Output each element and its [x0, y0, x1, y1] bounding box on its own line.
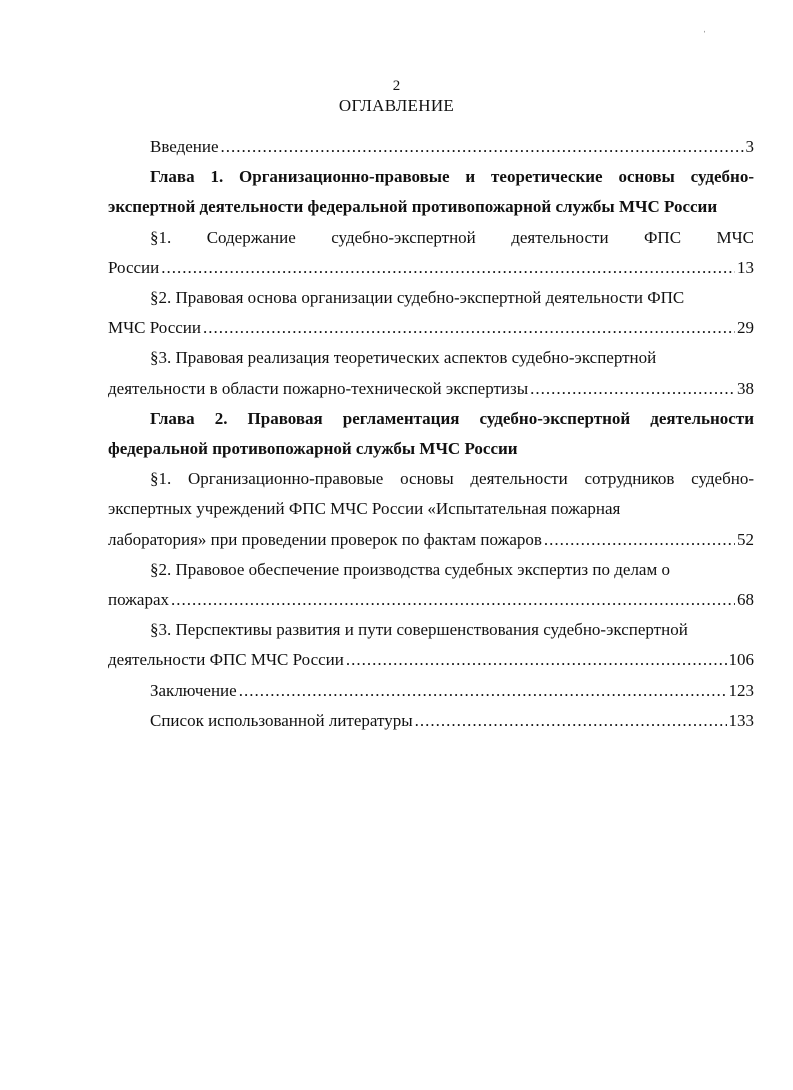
word: судебно-экспертной — [331, 227, 476, 247]
word: ФПС — [643, 227, 682, 247]
toc-entry-ch1-s3-line1: §3. Правовая реализация теоретических аспектов судебно-экспертной — [150, 348, 657, 368]
word: МЧС — [716, 227, 754, 247]
toc-entry-label: деятельности ФПС МЧС России — [108, 650, 344, 670]
toc-entry-page: 3 — [745, 137, 754, 156]
toc-entry-label: Список использованной литературы — [150, 710, 413, 730]
scan-speck: ˈ — [703, 30, 707, 41]
toc-entry-ch2-s2-line1: §2. Правовое обеспечение производства судебных экспертиз по делам о — [150, 559, 670, 579]
table-of-contents — [108, 132, 754, 736]
toc-title: ОГЛАВЛЕНИЕ — [338, 96, 455, 115]
chapter-1-title: Глава 1. Организационно-правовые и теоретические основы судебно-экспертной деятельности федеральной противопожарной службы МЧС России — [108, 167, 754, 217]
toc-entry-page: 123 — [728, 680, 754, 700]
toc-entry-label: пожарах — [108, 590, 170, 610]
toc-entry-ch2-s1-text: §1. Организационно-правовые основы деятельности сотрудников судебно-экспертных учреждений ФПС МЧС России «Испытательная пожарная — [108, 469, 754, 519]
toc-entry-label: МЧС России — [108, 318, 201, 338]
dot-leader — [203, 313, 735, 343]
dot-leader — [530, 374, 735, 404]
dot-leader — [239, 676, 727, 706]
toc-entry-ch2-s2-line2 — [108, 585, 754, 615]
toc-entry-ch1-s3-line2 — [108, 374, 754, 404]
toc-entry-ch2-s1-last — [108, 525, 754, 555]
toc-entry-label: Заключение — [150, 680, 237, 700]
word: деятельности — [511, 227, 609, 247]
toc-entry-intro — [108, 132, 754, 162]
toc-entry-page: 68 — [737, 590, 754, 610]
toc-entry-label: деятельности в области пожарно-технической экспертизы — [108, 378, 529, 398]
toc-entry-label: Введение — [150, 137, 219, 156]
toc-entry-label: лаборатория» при проведении проверок по фактам пожаров — [108, 529, 542, 549]
toc-entry-ch1-s1-line1 — [108, 223, 754, 253]
toc-entry-page: 38 — [737, 378, 754, 398]
toc-entry-page: 106 — [728, 650, 754, 670]
dot-leader — [415, 706, 727, 736]
dot-leader — [544, 525, 735, 555]
toc-entry-ch1-s2-line2 — [108, 313, 754, 343]
toc-entry-references — [108, 706, 754, 736]
page-number: 2 — [392, 78, 401, 94]
word: Содержание — [206, 227, 296, 247]
word: §1. — [150, 227, 172, 247]
dot-leader — [161, 253, 735, 283]
dot-leader — [346, 645, 727, 675]
toc-entry-page: 29 — [737, 318, 754, 338]
toc-entry-conclusion — [108, 676, 754, 706]
toc-entry-ch1-s1-line2 — [108, 253, 754, 283]
toc-entry-label: России — [108, 257, 160, 277]
dot-leader — [171, 585, 735, 615]
toc-entry-page: 133 — [728, 710, 754, 730]
toc-entry-page: 13 — [737, 257, 754, 277]
dot-leader — [221, 132, 744, 162]
toc-entry-ch2-s3-line2 — [108, 645, 754, 675]
toc-entry-ch1-s2-line1: §2. Правовая основа организации судебно-экспертной деятельности ФПС — [150, 288, 685, 308]
chapter-2-title: Глава 2. Правовая регламентация судебно-экспертной деятельности федеральной противопожарной службы МЧС России — [108, 408, 754, 459]
toc-entry-page: 52 — [737, 529, 754, 549]
toc-entry-ch2-s3-line1: §3. Перспективы развития и пути совершенствования судебно-экспертной — [150, 620, 688, 640]
